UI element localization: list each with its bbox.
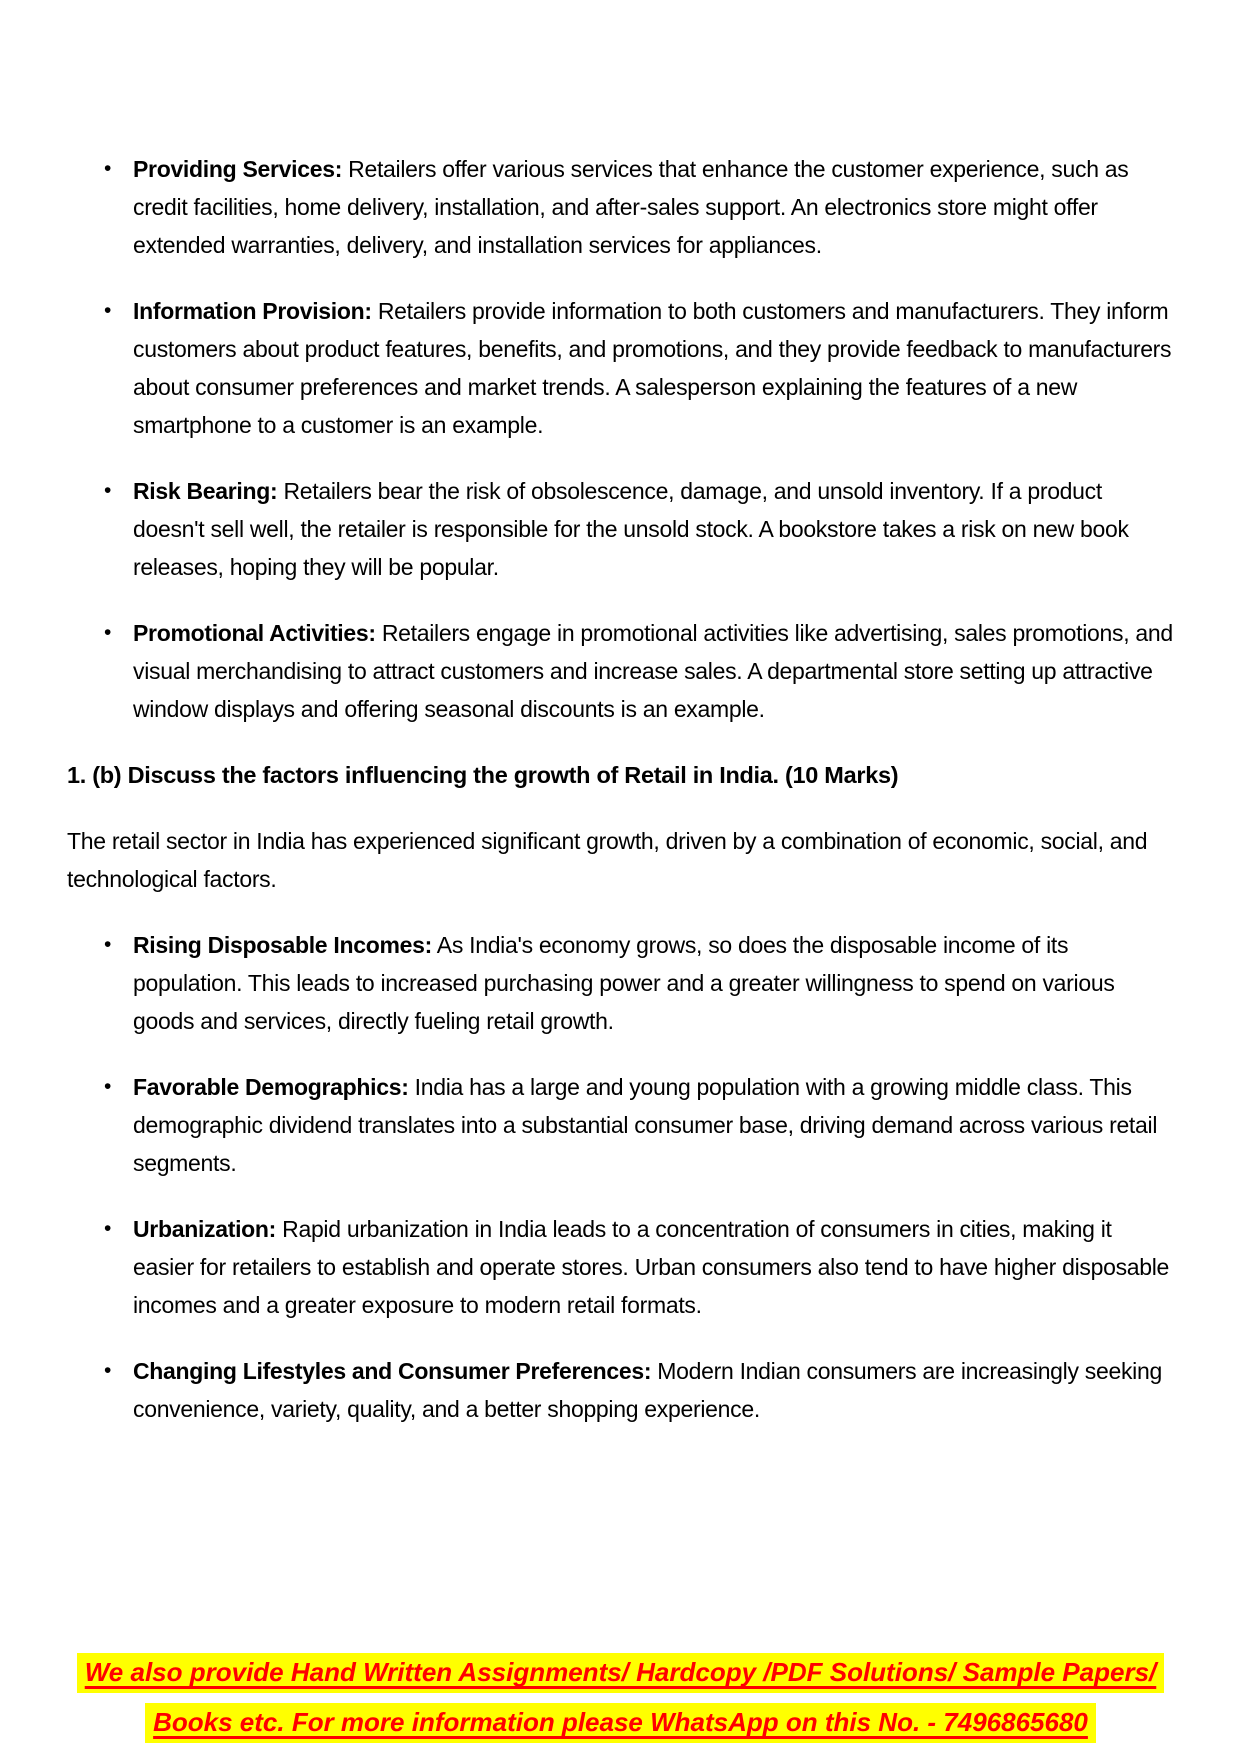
list-item-text: Retailers bear the risk of obsolescence, damage, and unsold inventory. If a product doesn't sell well, the retailer is responsible for the unsold stock. A bookstore takes a risk on new book releases, hoping they will be popular. bbox=[133, 478, 1129, 580]
list-item-text: As India's economy grows, so does the disposable income of its population. This leads to increased purchasing power and a greater willingness to spend on various goods and services, directly fueling retail growth. bbox=[133, 932, 1115, 1034]
growth-factors-list bbox=[67, 926, 1178, 1428]
retail-functions-list bbox=[67, 150, 1178, 728]
list-item-label: Promotional Activities: bbox=[133, 620, 376, 646]
list-item-label: Information Provision: bbox=[133, 298, 372, 324]
list-item-rising-disposable-incomes bbox=[67, 926, 1178, 1040]
list-item-text: Rapid urbanization in India leads to a concentration of consumers in cities, making it easier for retailers to establish and operate stores. Urban consumers also tend to have higher disposable incomes and a greater exposure to modern retail formats. bbox=[133, 1216, 1170, 1318]
list-item-text: Retailers provide information to both customers and manufacturers. They inform customers about product features, benefits, and promotions, and they provide feedback to manufacturers about consumer preferences and market trends. A salesperson explaining the features of a new smartphone to a customer is an example. bbox=[133, 298, 1172, 438]
list-item-label: Rising Disposable Incomes: bbox=[133, 932, 432, 958]
list-item-urbanization bbox=[67, 1210, 1178, 1324]
promo-footer-line-1 bbox=[0, 1653, 1241, 1693]
list-item-providing-services bbox=[67, 150, 1178, 264]
bullet-icon: • bbox=[104, 479, 112, 502]
list-item-text: Retailers offer various services that enhance the customer experience, such as credit facilities, home delivery, installation, and after-sales support. An electronics store might offer extended warranties, delivery, and installation services for appliances. bbox=[133, 156, 1129, 258]
promo-footer bbox=[0, 1653, 1241, 1743]
question-heading: 1. (b) Discuss the factors influencing the growth of Retail in India. (10 Marks) bbox=[67, 762, 899, 788]
list-item-changing-lifestyles bbox=[67, 1352, 1178, 1428]
list-item-label: Providing Services: bbox=[133, 156, 343, 182]
list-item-favorable-demographics bbox=[67, 1068, 1178, 1182]
intro-paragraph: The retail sector in India has experienced significant growth, driven by a combination of economic, social, and technological factors. bbox=[67, 828, 1148, 892]
list-item-information-provision bbox=[67, 292, 1178, 444]
highlighted-text: We also provide Hand Written Assignments/ Hardcopy /PDF Solutions/ Sample Papers/ bbox=[77, 1653, 1165, 1693]
list-item-promotional-activities bbox=[67, 614, 1178, 728]
list-item-label: Favorable Demographics: bbox=[133, 1074, 409, 1100]
list-item-text: Retailers engage in promotional activities like advertising, sales promotions, and visual merchandising to attract customers and increase sales. A departmental store setting up attractive window displays and offering seasonal discounts is an example. bbox=[133, 620, 1173, 722]
bullet-icon: • bbox=[104, 933, 112, 956]
list-item-risk-bearing bbox=[67, 472, 1178, 586]
bullet-icon: • bbox=[104, 621, 112, 644]
bullet-icon: • bbox=[104, 1359, 112, 1382]
bullet-icon: • bbox=[104, 157, 112, 180]
bullet-icon: • bbox=[104, 1217, 112, 1240]
promo-footer-line-2 bbox=[0, 1703, 1241, 1743]
list-item-text: India has a large and young population with a growing middle class. This demographic dividend translates into a substantial consumer base, driving demand across various retail segments. bbox=[133, 1074, 1158, 1176]
document-content bbox=[67, 150, 1178, 1428]
highlighted-text: Books etc. For more information please WhatsApp on this No. - 7496865680 bbox=[145, 1703, 1096, 1743]
bullet-icon: • bbox=[104, 299, 112, 322]
list-item-label: Urbanization: bbox=[133, 1216, 277, 1242]
bullet-icon: • bbox=[104, 1075, 112, 1098]
list-item-label: Risk Bearing: bbox=[133, 478, 278, 504]
list-item-label: Changing Lifestyles and Consumer Preferences: bbox=[133, 1358, 652, 1384]
list-item-text: Modern Indian consumers are increasingly seeking convenience, variety, quality, and a better shopping experience. bbox=[133, 1358, 1162, 1422]
